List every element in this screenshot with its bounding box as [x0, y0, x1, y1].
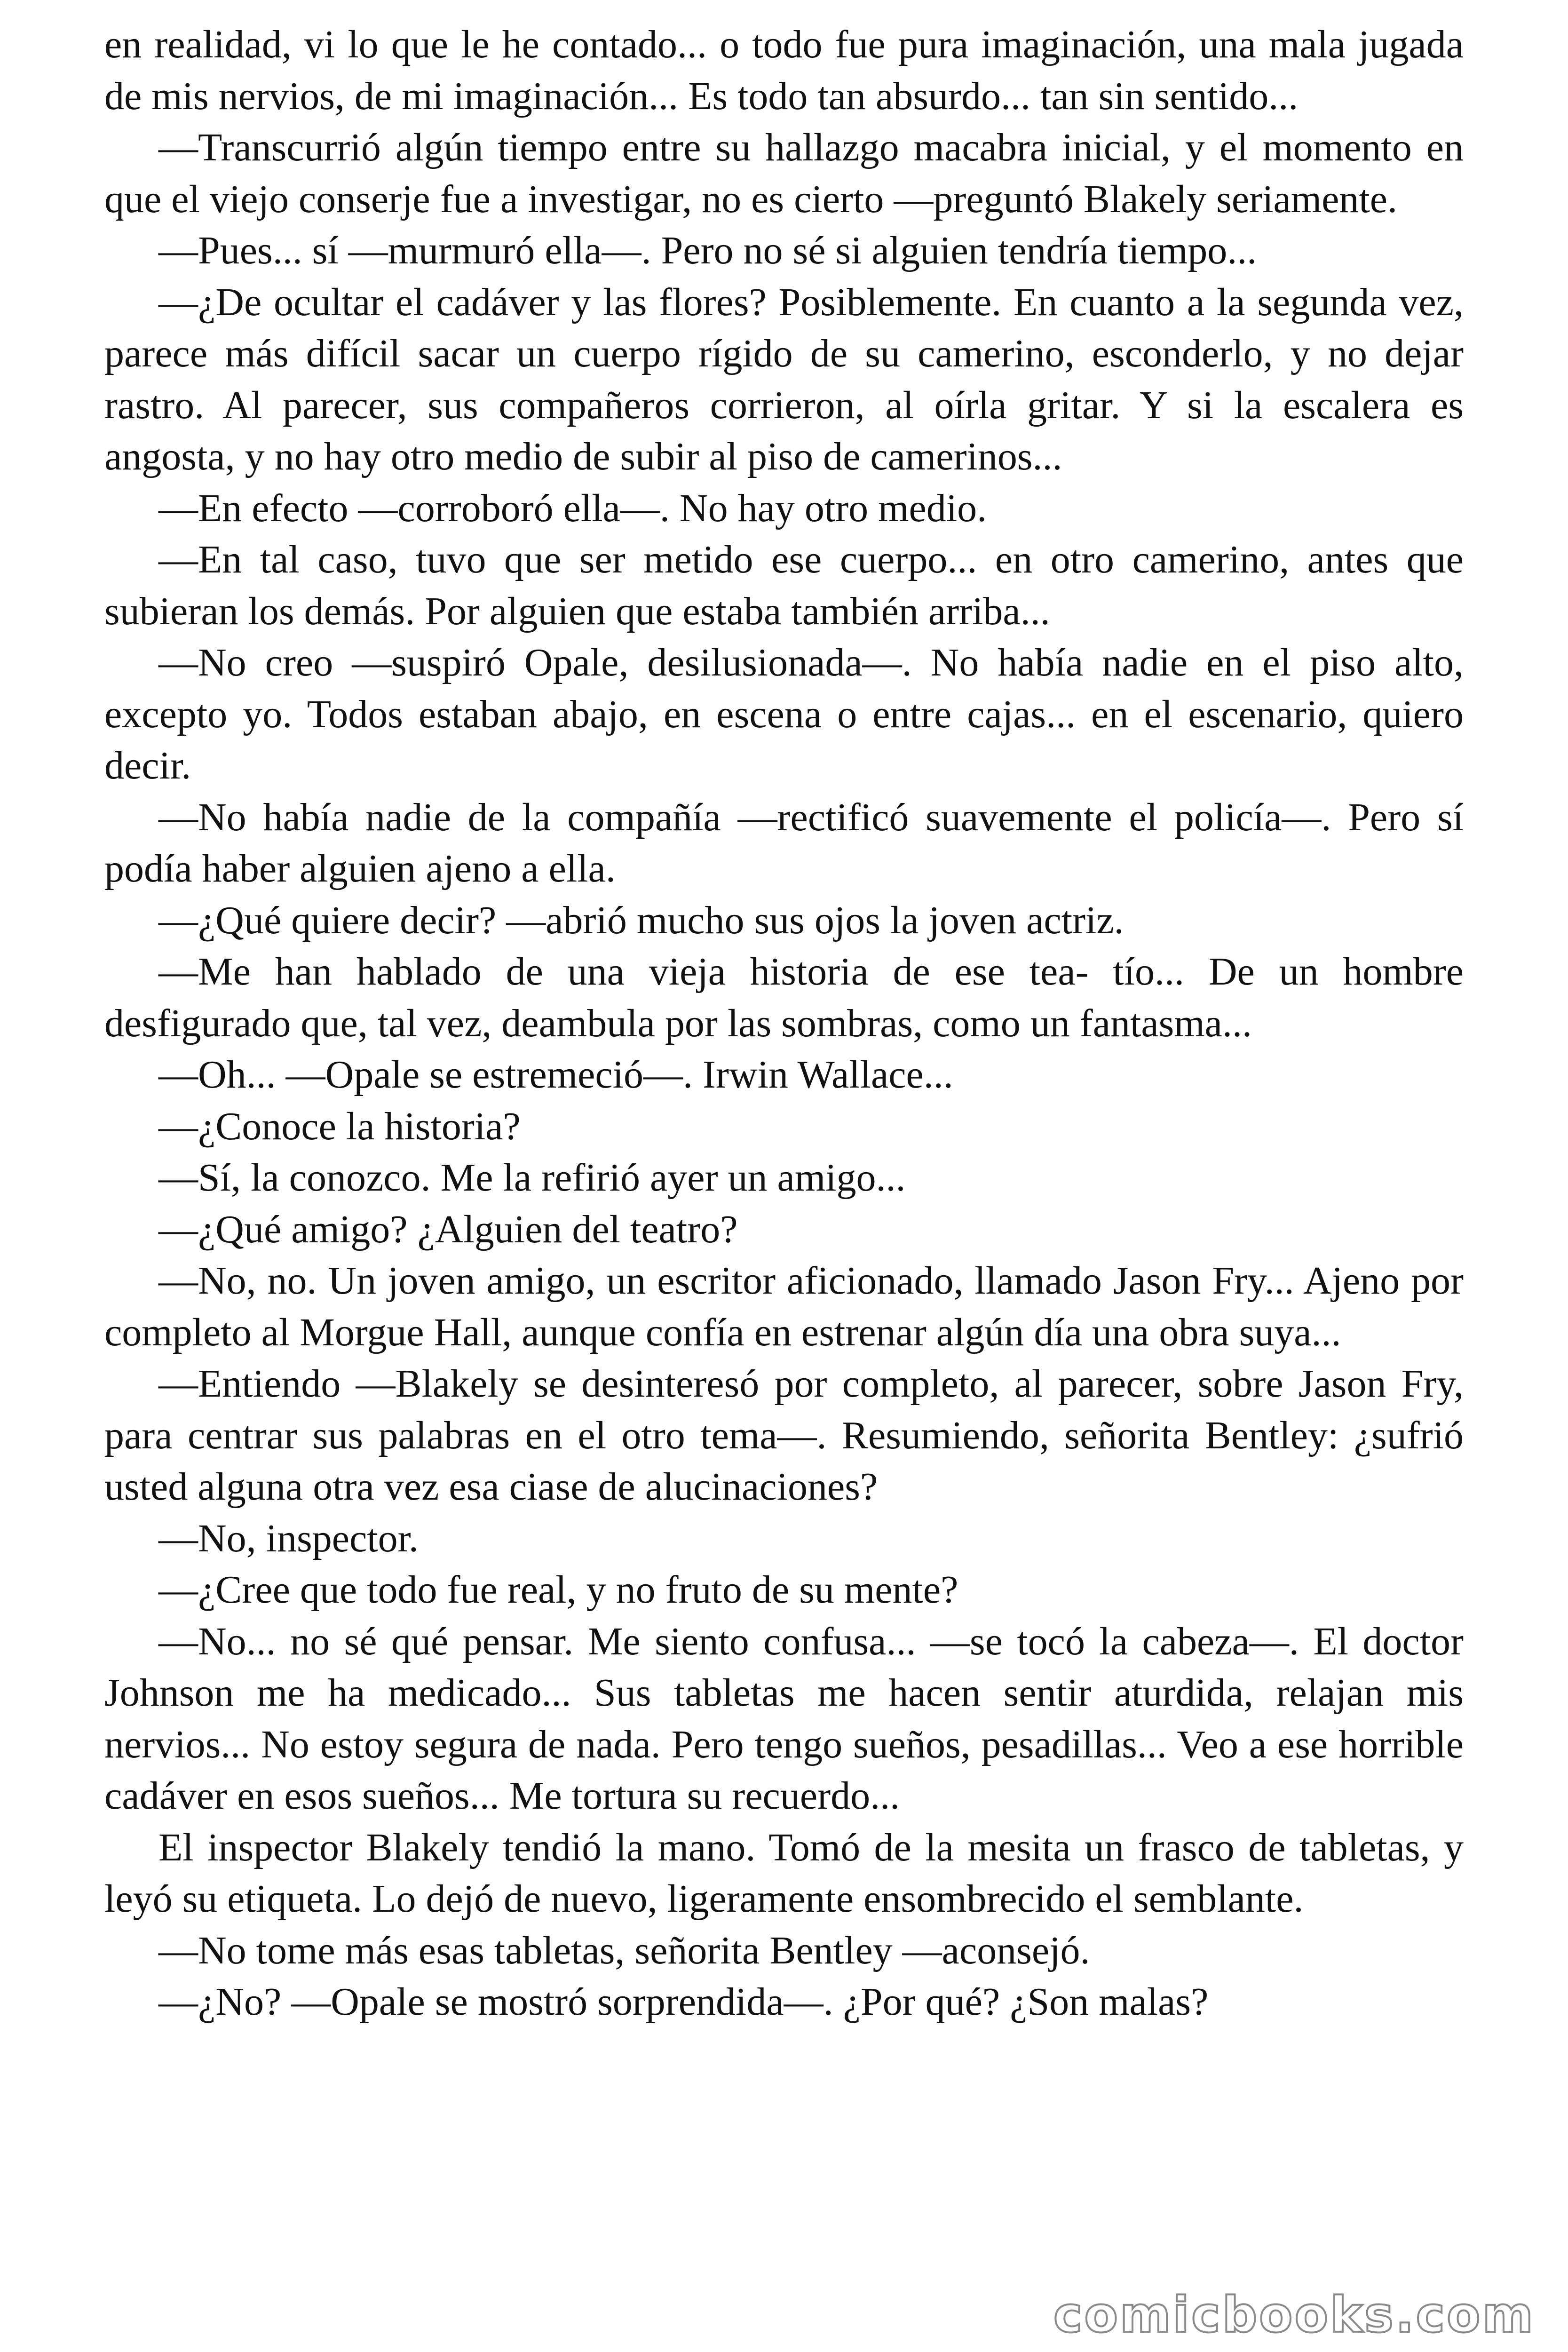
- paragraph-10: —Me han hablado de una vieja historia de ese tea- tío... De un hombre desfigurado que, tal vez, deambula por las sombras, como un fantasma...: [104, 950, 1464, 1045]
- paragraph-22: —¿No? —Opale se mostró sorprendida—. ¿Por qué? ¿Son malas?: [158, 1980, 1209, 2024]
- paragraph-16: —Entiendo —Blakely se desinteresó por completo, al parecer, sobre Jason Fry, para centrar sus palabras en el otro tema—. Resumiendo, señorita Bentley: ¿sufrió usted alguna otra vez esa ciase de alucinaciones?: [104, 1362, 1464, 1509]
- paragraph-4: —¿De ocultar el cadáver y las flores? Posiblemente. En cuanto a la segunda vez, parece más difícil sacar un cuerpo rígido de su camerino, esconderlo, y no dejar rastro. Al parecer, sus compañeros corrieron, al oírla gritar. Y si la escalera es angosta, y no hay otro medio de subir al piso de camerinos...: [104, 280, 1464, 478]
- paragraph-17: —No, inspector.: [158, 1516, 419, 1560]
- paragraph-13: —Sí, la conozco. Me la refirió ayer un amigo...: [158, 1156, 906, 1200]
- paragraph-18: —¿Cree que todo fue real, y no fruto de su mente?: [158, 1568, 958, 1612]
- paragraph-8: —No había nadie de la compañía —rectificó suavemente el policía—. Pero sí podía haber alguien ajeno a ella.: [104, 795, 1464, 890]
- paragraph-6: —En tal caso, tuvo que ser metido ese cuerpo... en otro camerino, antes que subieran los demás. Por alguien que estaba también arriba...: [104, 538, 1464, 633]
- paragraph-9: —¿Qué quiere decir? —abrió mucho sus ojos la joven actriz.: [158, 898, 1124, 942]
- paragraph-3: —Pues... sí —murmuró ella—. Pero no sé si alguien tendría tiempo...: [158, 229, 1257, 272]
- paragraph-1: en realidad, vi lo que le he contado... o todo fue pura imaginación, una mala jugada de mis nervios, de mi imaginación... Es todo tan absurdo... tan sin sentido...: [104, 23, 1464, 118]
- book-page: [104, 19, 1464, 2296]
- paragraph-5: —En efecto —corroboró ella—. No hay otro medio.: [158, 486, 987, 530]
- watermark-text: comicbooks.com: [1053, 2286, 1535, 2344]
- paragraph-2: —Transcurrió algún tiempo entre su hallazgo macabra inicial, y el momento en que el viejo conserje fue a investigar, no es cierto —preguntó Blakely seriamente.: [104, 126, 1464, 221]
- paragraph-14: —¿Qué amigo? ¿Alguien del teatro?: [158, 1207, 738, 1251]
- paragraph-11: —Oh... —Opale se estremeció—. Irwin Wallace...: [158, 1053, 953, 1097]
- paragraph-7: —No creo —suspiró Opale, desilusionada—. No había nadie en el piso alto, excepto yo. Todos estaban abajo, en escena o entre cajas... en el escenario, quiero decir.: [104, 641, 1464, 787]
- paragraph-15: —No, no. Un joven amigo, un escritor aficionado, llamado Jason Fry... Ajeno por completo al Morgue Hall, aunque confía en estrenar algún día una obra suya...: [104, 1259, 1464, 1354]
- paragraph-12: —¿Conoce la historia?: [158, 1104, 521, 1148]
- paragraph-20: El inspector Blakely tendió la mano. Tomó de la mesita un frasco de tabletas, y leyó su etiqueta. Lo dejó de nuevo, ligeramente ensombrecido el semblante.: [104, 1825, 1464, 1921]
- paragraph-19: —No... no sé qué pensar. Me siento confusa... —se tocó la cabeza—. El doctor Johnson me ha medicado... Sus tabletas me hacen sentir aturdida, relajan mis nervios... No estoy segura de nada. Pero tengo sueños, pesadillas... Veo a ese horrible cadáver en esos sueños... Me tortura su recuerdo...: [104, 1619, 1464, 1818]
- paragraph-21: —No tome más esas tabletas, señorita Bentley —aconsejó.: [158, 1928, 1090, 1972]
